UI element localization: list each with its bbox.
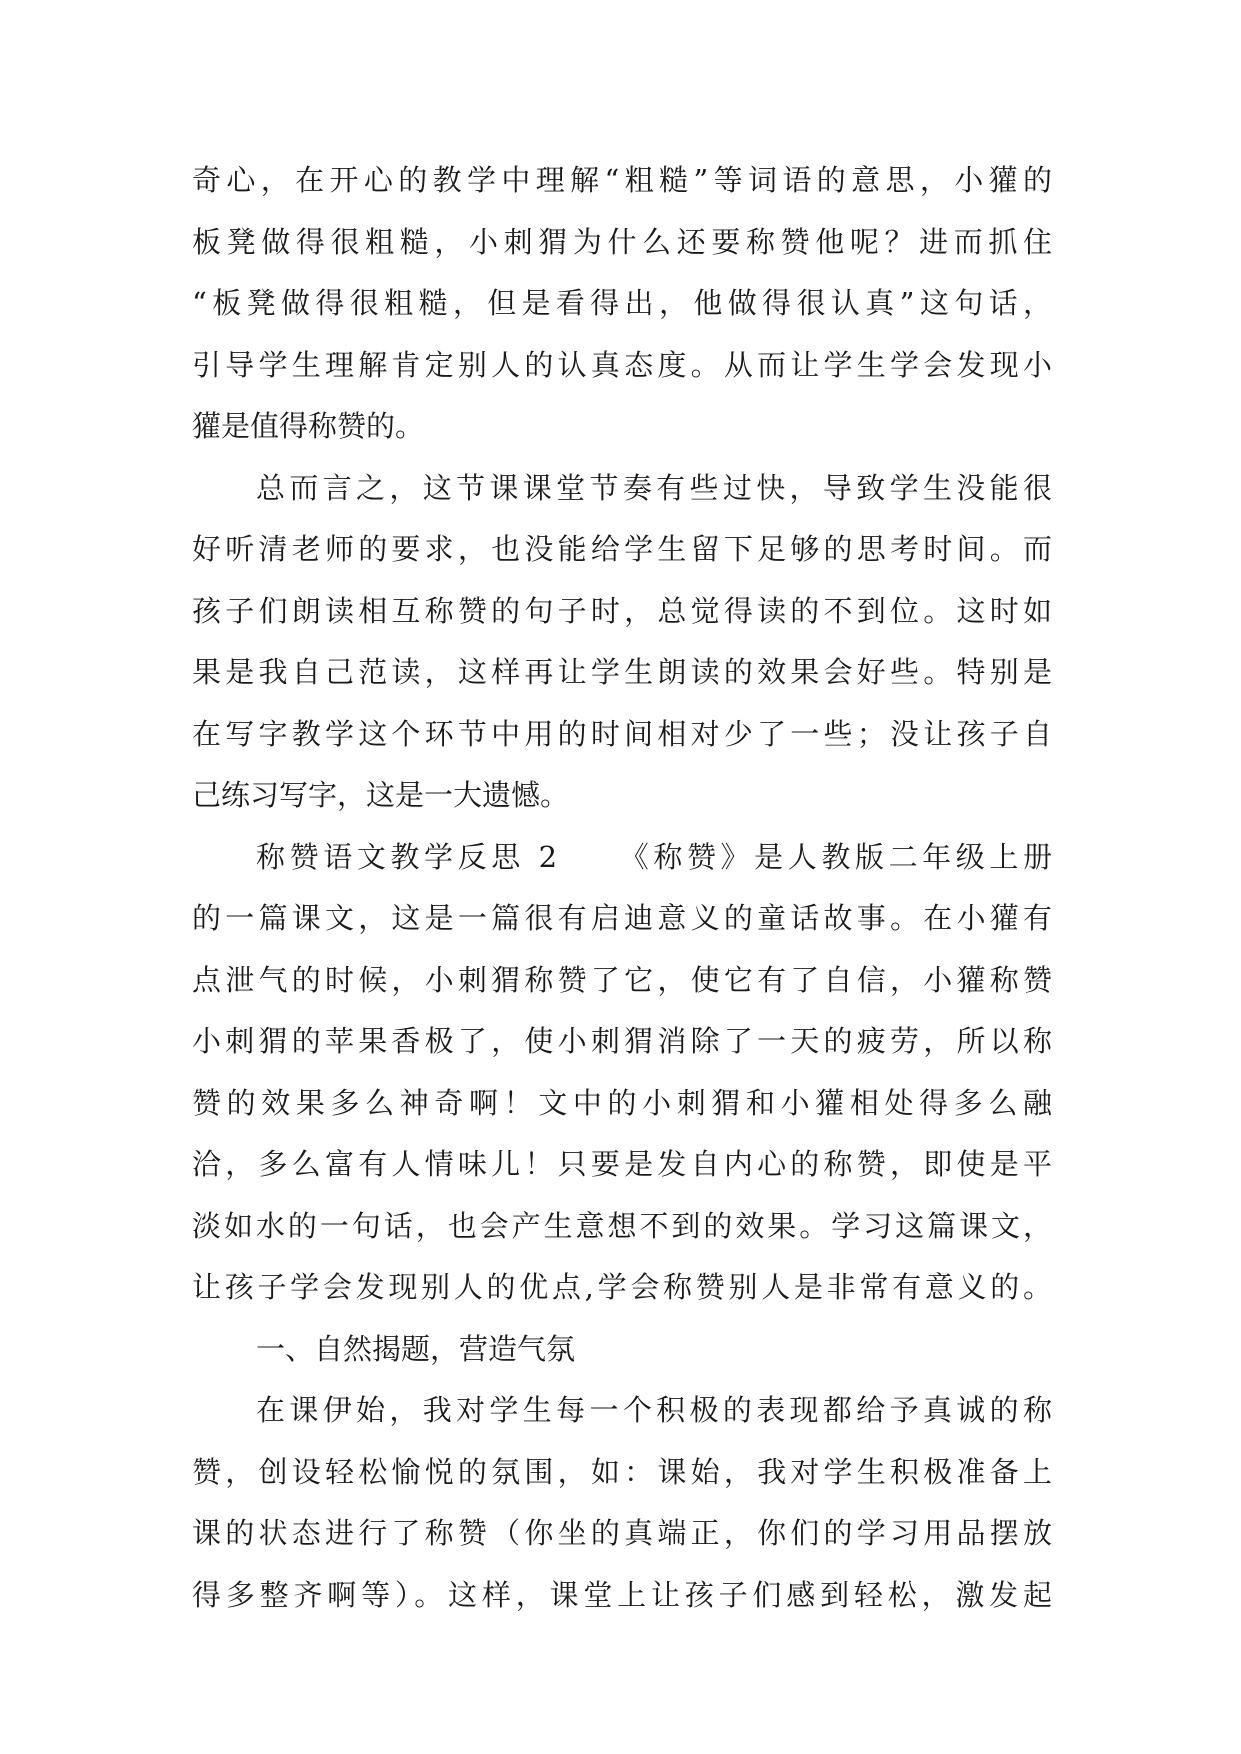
text-line: 奇心，在开心的教学中理解“粗糙”等词语的意思，小獾的 [192, 163, 1052, 197]
paragraph [192, 1380, 1052, 1626]
text-line: 板凳做得很粗糙，小刺猬为什么还要称赞他呢？进而抓住 [192, 224, 1052, 259]
subheading-line: 一、自然揭题，营造气氛 [256, 1331, 576, 1366]
paragraph [192, 1319, 1052, 1381]
document-body [192, 150, 1052, 1626]
text-line: 点泄气的时候，小刺猬称赞了它，使它有了自信，小獾称赞 [192, 962, 1052, 997]
text-line: 孩子们朗读相互称赞的句子时，总觉得读的不到位。这时如 [192, 593, 1052, 628]
text-line: 赞，创设轻松愉悦的氛围，如：课始，我对学生积极准备上 [192, 1454, 1052, 1489]
text-line: 课的状态进行了称赞（你坐的真端正，你们的学习用品摆放 [192, 1516, 1052, 1550]
text-line: 让孩子学会发现别人的优点,学会称赞别人是非常有意义的。 [192, 1270, 1052, 1304]
text-line: 的一篇课文，这是一篇很有启迪意义的童话故事。在小獾有 [192, 901, 1052, 935]
text-line: 得多整齐啊等）。这样，课堂上让孩子们感到轻松，激发起 [192, 1577, 1052, 1612]
text-line: 淡如水的一句话，也会产生意想不到的效果。学习这篇课文， [192, 1208, 1052, 1243]
text-line: 在课伊始，我对学生每一个积极的表现都给予真诚的称 [256, 1393, 1052, 1427]
text-line: 洽，多么富有人情味儿！只要是发自内心的称赞，即使是平 [192, 1147, 1052, 1181]
text-line: 獾是值得称赞的。 [192, 409, 425, 443]
text-line: 果是我自己范读，这样再让学生朗读的效果会好些。特别是 [192, 655, 1052, 689]
paragraph [192, 458, 1052, 827]
text-line: “板凳做得很粗糙，但是看得出，他做得很认真”这句话， [192, 286, 1052, 320]
text-line: 在写字教学这个环节中用的时间相对少了一些；没让孩子自 [192, 716, 1052, 751]
text-line: 总而言之，这节课课堂节奏有些过快，导致学生没能很 [256, 470, 1052, 505]
text-line: 引导学生理解肯定别人的认真态度。从而让学生学会发现小 [192, 347, 1052, 382]
paragraph [192, 827, 1052, 1319]
text-line: 好听清老师的要求，也没能给学生留下足够的思考时间。而 [192, 532, 1052, 566]
heading-tail-text: 《称赞》是人教版二年级上册 [615, 839, 1052, 874]
heading-line [192, 827, 1052, 889]
text-line: 己练习写字，这是一大遗憾。 [192, 778, 570, 812]
section-heading: 称赞语文教学反思 2 [256, 839, 558, 874]
text-line: 赞的效果多么神奇啊！文中的小刺猬和小獾相处得多么融 [192, 1085, 1052, 1120]
text-line: 小刺猬的苹果香极了，使小刺猬消除了一天的疲劳，所以称 [192, 1024, 1052, 1058]
paragraph [192, 150, 1052, 458]
